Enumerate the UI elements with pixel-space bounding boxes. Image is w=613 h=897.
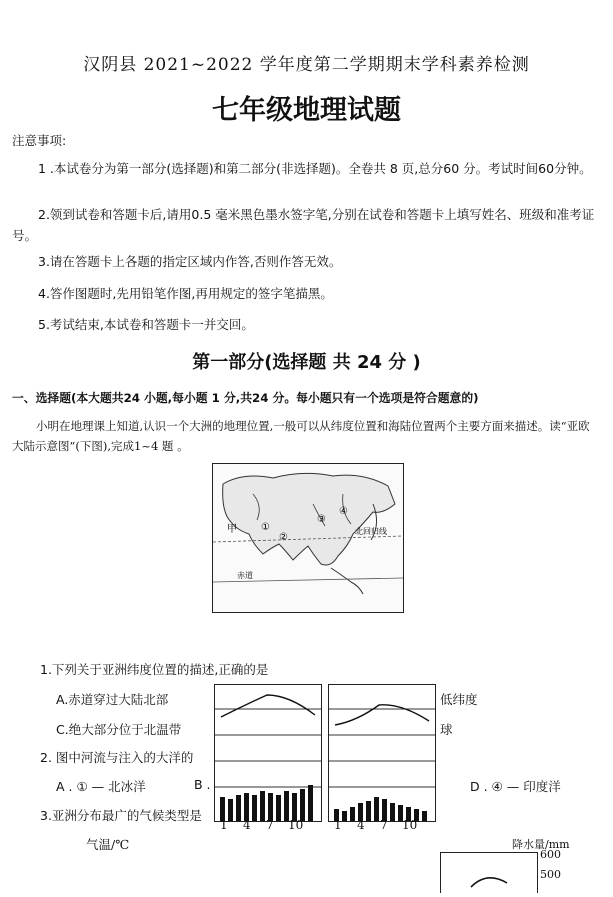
precip-tick-600: 600	[540, 848, 561, 861]
bottom-climate-chart	[440, 852, 538, 893]
left-chart-tick-1: 1	[220, 818, 228, 832]
question-2-option-a: A . ① — 北冰洋	[56, 779, 146, 794]
climate-chart-left	[214, 684, 322, 822]
part-title: 第一部分(选择题 共 24 分 )	[192, 352, 421, 373]
map-label-4: ④	[339, 506, 348, 517]
notice-3: 3.请在答题卡上各题的指定区域内作答,否则作答无效。	[38, 254, 342, 269]
map-label-3: ③	[317, 514, 326, 525]
map-label-jia: 甲	[227, 524, 237, 535]
question-1: 1.下列关于亚洲纬度位置的描述,正确的是	[40, 662, 269, 677]
right-chart-tick-7: 7	[380, 818, 388, 832]
question-2-option-d: D . ④ — 印度洋	[470, 779, 561, 794]
question-2-option-b: B .	[194, 777, 211, 792]
question-1-option-d-fragment: 球	[440, 722, 453, 737]
notice-title: 注意事项:	[12, 133, 67, 148]
left-chart-tick-4: 4	[243, 818, 251, 832]
left-chart-tick-10: 10	[288, 818, 304, 832]
climate-chart-right	[328, 684, 436, 822]
exam-header: 汉阴县 2021~2022 学年度第二学期期末学科素养检测	[83, 55, 530, 75]
precipitation-axis-label: 降水量/mm	[512, 838, 570, 851]
eurasia-map	[212, 463, 404, 613]
question-1-option-a: A.赤道穿过大陆北部	[56, 692, 169, 707]
notice-5: 5.考试结束,本试卷和答题卡一并交回。	[38, 317, 254, 332]
section-title: 一、选择题(本大题共24 小题,每小题 1 分,共24 分。每小题只有一个选项是符合题意的)	[12, 391, 479, 405]
temperature-axis-label: 气温/℃	[86, 837, 130, 852]
map-label-equator: 赤道	[237, 571, 253, 580]
notice-4: 4.答作图题时,先用铅笔作图,再用规定的签字笔描黑。	[38, 286, 333, 301]
left-chart-tick-7: 7	[266, 818, 274, 832]
question-2: 2. 图中河流与注入的大洋的	[40, 750, 194, 765]
map-drawing	[213, 464, 403, 612]
notice-1: 1 .本试卷分为第一部分(选择题)和第二部分(非选择题)。全卷共 8 页,总分60 分。考试时间60分钟。	[38, 161, 592, 176]
notice-2: 2.领到试卷和答题卡后,请用0.5 毫米黑色墨水签字笔,分别在试卷和答题卡上填写姓名、班级和准考证号。	[12, 207, 595, 243]
map-label-tropic: 北回归线	[355, 527, 387, 536]
precip-tick-500: 500	[540, 868, 561, 881]
right-chart-tick-4: 4	[357, 818, 365, 832]
question-3: 3.亚洲分布最广的气候类型是	[40, 808, 202, 823]
question-1-option-c: C.绝大部分位于北温带	[56, 722, 182, 737]
exam-title: 七年级地理试题	[212, 95, 401, 126]
question-1-option-b-fragment: 低纬度	[440, 692, 478, 707]
intro-text: 小明在地理课上知道,认识一个大洲的地理位置,一般可以从纬度位置和海陆位置两个主要方面来描述。读“亚欧大陆示意图”(下图),完成1~4 题 。	[12, 419, 590, 453]
map-label-2: ②	[279, 532, 288, 543]
map-label-1: ①	[261, 522, 270, 533]
right-chart-tick-1: 1	[334, 818, 342, 832]
right-chart-tick-10: 10	[402, 818, 418, 832]
